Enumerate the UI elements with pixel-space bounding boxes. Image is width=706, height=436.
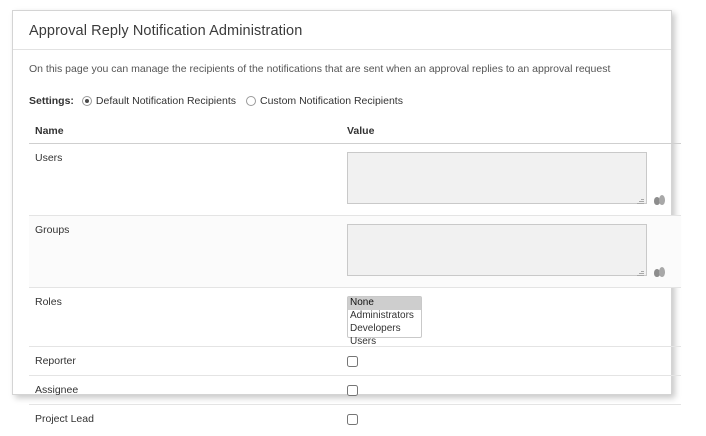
user-picker-icon[interactable] xyxy=(654,194,666,206)
users-field-wrap xyxy=(347,152,647,207)
roles-option xyxy=(348,323,421,336)
users-textarea[interactable] xyxy=(347,152,647,204)
table-row xyxy=(29,215,681,287)
row-value-project-lead xyxy=(341,404,681,433)
radio-default-notification-recipients[interactable] xyxy=(82,95,236,107)
row-value-groups xyxy=(341,215,681,287)
row-label-groups: Groups xyxy=(29,215,341,287)
radio-custom-mark[interactable] xyxy=(246,96,256,106)
radio-default-label: Default Notification Recipients xyxy=(95,94,236,107)
row-value-reporter xyxy=(341,346,681,375)
radio-custom-label: Custom Notification Recipients xyxy=(260,94,403,107)
row-label-reporter: Reporter xyxy=(29,346,341,375)
column-header-name: Name xyxy=(29,121,341,144)
column-header-value: Value xyxy=(341,121,681,144)
assignee-checkbox[interactable] xyxy=(347,385,358,396)
reporter-checkbox[interactable] xyxy=(347,356,358,367)
row-label-users: Users xyxy=(29,143,341,215)
radio-custom-notification-recipients[interactable] xyxy=(246,95,403,107)
table-row xyxy=(29,404,681,433)
table-header-row xyxy=(29,121,681,144)
row-label-assignee: Assignee xyxy=(29,375,341,404)
roles-listbox[interactable] xyxy=(347,296,422,338)
settings-row xyxy=(13,77,671,107)
page-description: On this page you can manage the recipients of the notifications that are sent when an approval replies to an approval request xyxy=(29,63,611,75)
roles-option xyxy=(348,336,421,349)
groups-field-wrap xyxy=(347,224,647,279)
group-picker-icon[interactable] xyxy=(654,266,666,278)
row-label-project-lead: Project Lead xyxy=(35,412,94,425)
admin-page-panel xyxy=(12,10,672,425)
roles-option xyxy=(348,297,421,310)
table-row xyxy=(29,346,681,375)
row-value-assignee xyxy=(341,375,681,404)
roles-option xyxy=(348,310,421,323)
table-row xyxy=(29,287,681,346)
page-title: Approval Reply Notification Administration xyxy=(13,11,671,50)
table-row xyxy=(29,375,681,404)
groups-textarea[interactable] xyxy=(347,224,647,276)
project-lead-checkbox[interactable] xyxy=(347,414,358,425)
row-value-users xyxy=(341,143,681,215)
table-row xyxy=(29,143,681,215)
row-value-roles xyxy=(341,287,681,346)
row-label-roles: Roles xyxy=(29,287,341,346)
recipients-table xyxy=(29,121,681,433)
radio-default-mark[interactable] xyxy=(82,96,92,106)
settings-label: Settings: xyxy=(29,94,74,107)
